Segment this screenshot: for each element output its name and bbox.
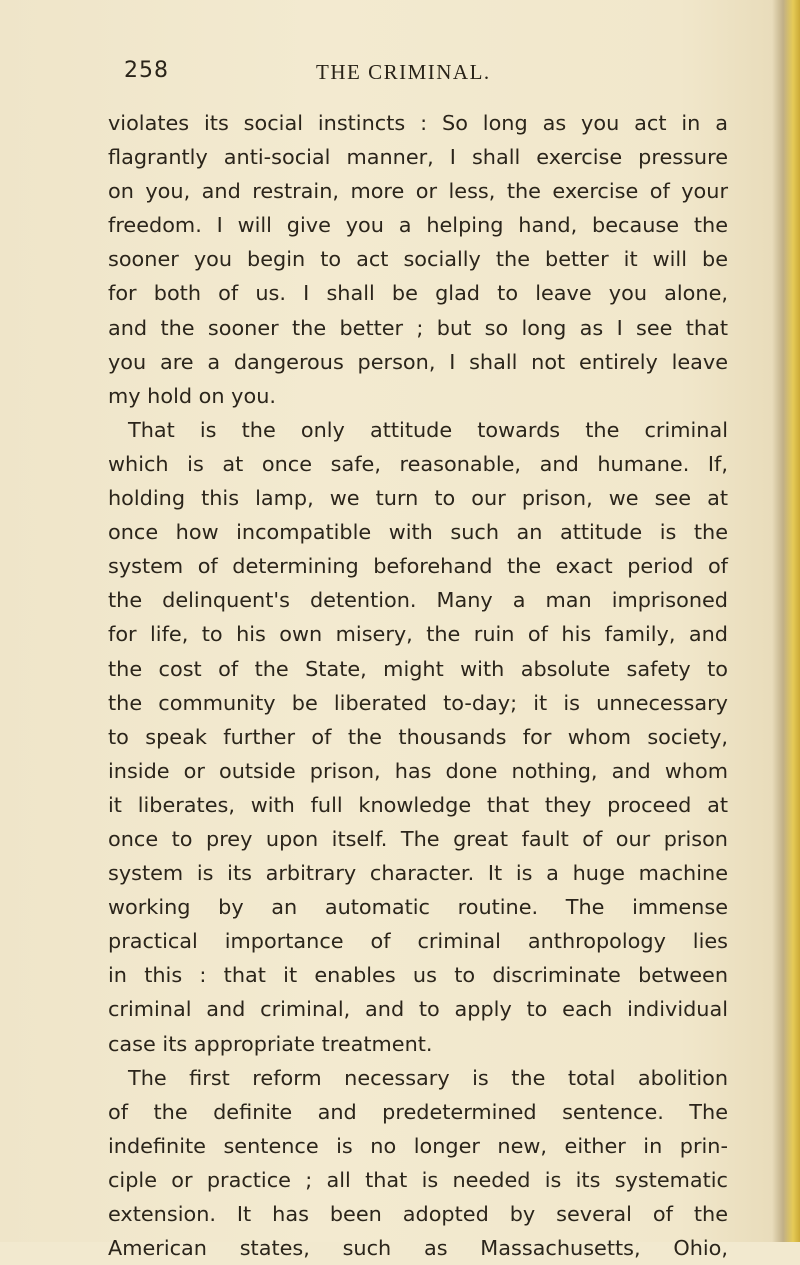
text-line: American states, such as Massachusetts, Ohio, bbox=[108, 1236, 728, 1261]
text-line: system is its arbitrary character. It is a huge machine bbox=[108, 861, 728, 886]
text-line: for both of us. I shall be glad to leave you alone, bbox=[108, 281, 728, 306]
text-line: and the sooner the better ; but so long as I see that bbox=[108, 315, 728, 340]
running-head bbox=[0, 58, 800, 98]
text-line: which is at once safe, reasonable, and humane. If, bbox=[108, 451, 728, 476]
text-line: freedom. I will give you a helping hand, because the bbox=[108, 213, 728, 238]
text-line: my hold on you. bbox=[108, 383, 277, 408]
text-line: indefinite sentence is no longer new, either in prin- bbox=[108, 1133, 728, 1158]
text-line: flagrantly anti-social manner, I shall exercise pressure bbox=[108, 145, 728, 170]
text-line: for life, to his own misery, the ruin of his family, and bbox=[108, 622, 728, 647]
text-line: extension. It has been adopted by several of the bbox=[108, 1202, 728, 1226]
text-line: ciple or practice ; all that is needed is its systematic bbox=[108, 1167, 728, 1192]
paragraph-start-line: That is the only attitude towards the criminal bbox=[128, 417, 728, 442]
text-line: criminal and criminal, and to apply to each individual bbox=[108, 997, 728, 1022]
text-line: you are a dangerous person, I shall not entirely leave bbox=[108, 349, 728, 374]
text-line: once to prey upon itself. The great fault of our prison bbox=[108, 826, 728, 851]
page-number: 258 bbox=[124, 58, 169, 83]
text-line: practical importance of criminal anthropology lies bbox=[108, 929, 728, 954]
body-text bbox=[108, 106, 728, 1265]
text-line: working by an automatic routine. The immense bbox=[108, 895, 728, 920]
text-line: inside or outside prison, has done nothing, and whom bbox=[108, 758, 728, 783]
text-line: it liberates, with full knowledge that they proceed at bbox=[108, 792, 728, 817]
running-head-title: THE CRIMINAL. bbox=[316, 60, 491, 84]
text-line: once how incompatible with such an attitude is the bbox=[108, 520, 728, 545]
page-edge-shadow bbox=[772, 0, 800, 1242]
text-line: in this : that it enables us to discriminate between bbox=[108, 963, 728, 988]
text-line: holding this lamp, we turn to our prison, we see at bbox=[108, 486, 728, 511]
text-line: sooner you begin to act socially the better it will be bbox=[108, 247, 728, 272]
text-line: system of determining beforehand the exact period of bbox=[108, 554, 728, 579]
text-line: case its appropriate treatment. bbox=[108, 1031, 433, 1056]
text-line: on you, and restrain, more or less, the exercise of your bbox=[108, 179, 728, 204]
text-line: violates its social instincts : So long as you act in a bbox=[108, 111, 728, 135]
text-line: the cost of the State, might with absolute safety to bbox=[108, 656, 728, 681]
text-line: of the definite and predetermined sentence. The bbox=[108, 1099, 728, 1124]
text-line: the community be liberated to-day; it is unnecessary bbox=[108, 690, 728, 715]
text-line: to speak further of the thousands for whom society, bbox=[108, 724, 728, 749]
paragraph-start-line: The first reform necessary is the total abolition bbox=[128, 1065, 728, 1090]
text-line: the delinquent's detention. Many a man imprisoned bbox=[108, 588, 728, 613]
